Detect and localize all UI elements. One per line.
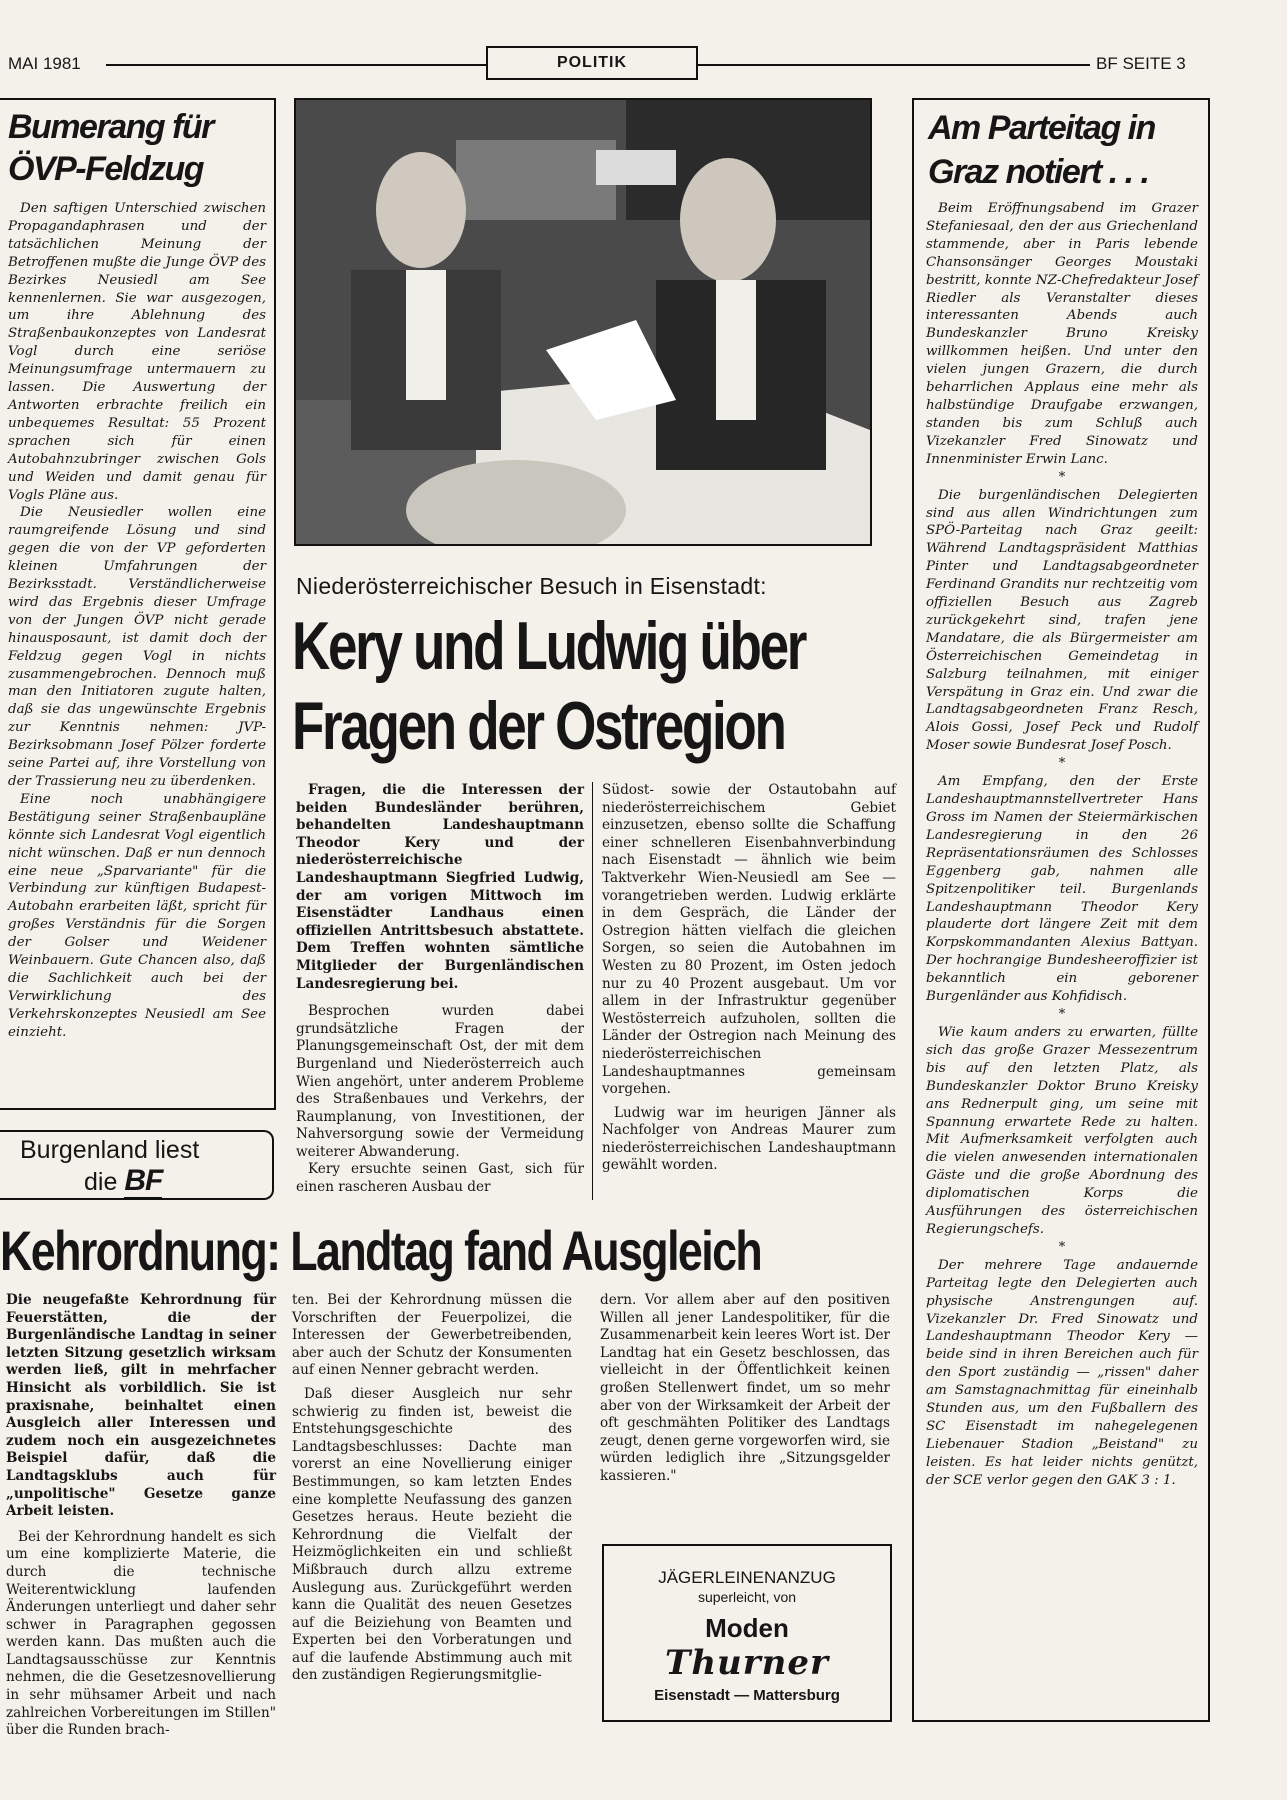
main-kicker: Niederösterreichischer Besuch in Eisenstadt: [296,573,767,599]
bottom-col1 [6,1292,276,1740]
bottom-col2-paragraph: ten. Bei der Kehrordnung müssen die Vorschriften der Feuerpolizei, die Interessen der Gewerbetreibenden, aber auch der Schutz der Konsumenten auf einen Nenner gebracht werden. [292,1292,572,1379]
promo-prefix: die [84,1168,118,1196]
ad-line2: superleicht, von [697,1589,797,1605]
ad-line1: JÄGERLEINENANZUG [658,1568,836,1587]
bottom-lead: Die neugefaßte Kehrordnung für Feuerstätten, die der Burgenländische Landtag in seiner letzten Sitzung gesetzlich wirksam werden ließ, gilt in mehrfacher Hinsicht als vorbildlich. Sie ist praxisnahe, beinhaltet einen Ausgleich aller Interessen und zudem noch ein ausgezeichnetes Beispiel dafür, daß die Landtagsklubs auch für „unpolitische" Gesetze ganze Arbeit leisten. [6,1292,276,1520]
left-paragraph: Den saftigen Unterschied zwischen Propagandaphrasen und der tatsächlichen Meinung der Betroffenen mußte die Junge ÖVP des Bezirkes Neusiedl am See kennenlernen. Sie war ausgezogen, um ihre Ablehnung des Straßenbaukonzeptes von Landesrat Vogl durch eine seriöse Meinungsumfrage untermauern zu lassen. Die Auswertung der Antworten erbrachte freilich ein unbequemes Resultat: 55 Prozent sprachen sich für einen Autobahnzubringer zwischen Gols und Weiden und damit genau für Vogls Pläne aus. [8,201,266,503]
left-paragraph: Eine noch unabhängigere Bestätigung seiner Straßenbaupläne könnte sich Landesrat Vogl eigentlich nicht wünschen. Daß er nun dennoch eine neue „Sparvariante" für die Verbindung zur künftigen Budapest-Autobahn erarbeiten läßt, spricht für großes Verständnis für die Sorgen der Golser und Weidener Weinbauern. Gute Chancen also, daß die Sachlichkeit auch bei der Verwirklichung des Verkehrskonzeptes Neusiedl am See einzieht. [8,791,266,1040]
bottom-col3-paragraph: dern. Vor allem aber auf den positiven Willen all jener Landespolitiker, für die Zusammenarbeit kein leeres Wort ist. Der Landtag hat ein Gesetz beschlossen, das vielleicht in der Öffentlichkeit keinen großen Stellenwert findet, um so mehr aber von der Wirksamkeit der Arbeit der oft geschmähten Politiker des Landtags zeugt, denen gerne vorgeworfen wird, sie würden lediglich ihre „Sitzungsgelder kassieren." [600,1292,890,1484]
bottom-headline: Kehrordnung: Landtag fand Ausgleich [0,1219,762,1282]
main-lead: Fragen, die die Interessen der beiden Bundesländer berühren, behandelten Landeshauptmann Theodor Kery und der niederösterreichische Landeshauptmann Siegfried Ludwig, der am vorigen Mittwoch im Eisenstädter Landhaus einen offiziellen Antrittsbesuch abstattete. Dem Treffen wohnten sämtliche Mitglieder der Burgenländischen Landesregierung bei. [296,782,584,992]
right-article-body [926,200,1198,1490]
header-date: MAI 1981 [8,54,81,73]
photo-illustration [296,100,870,544]
ad-line3: Moden [705,1613,789,1643]
main-headline-line2: Fragen der Ostregion [292,688,785,764]
main-headline-line1: Kery und Ludwig über [292,608,806,684]
left-paragraph: Die Neusiedler wollen eine raumgreifende Lösung und sind gegen die von der VP geforderten kleinen Umfahrungen der Bezirksstadt. Verständlicherweise wird das Ergebnis dieser Umfrage von der Jungen ÖVP nicht gerade hinausposaunt, ist damit doch der Feldzug gegen Vogl in nichts zusammengebrochen. Dennoch muß man den Initiatoren zugute halten, daß sie das ungewünschte Ergebnis zur Kenntnis nehmen: JVP-Bezirksobmann Josef Pölzer forderte seine Partei auf, ihre Vorstellung von der Trassierung neu zu überdenken. [8,505,266,789]
left-article-title [8,106,268,190]
header-rule-left [106,64,486,66]
main-col2-paragraph: Ludwig war im heurigen Jänner als Nachfolger von Andreas Maurer zum niederösterreichischen Landeshauptmann gewählt worden. [602,1104,896,1174]
promo-line2 [84,1166,162,1197]
separator-star: * [1058,756,1066,772]
main-col1-paragraph: Kery ersuchte seinen Gast, sich für einen rascheren Ausbau der [296,1161,584,1196]
promo-box [0,1130,274,1200]
bf-logo: BF [124,1164,163,1197]
right-paragraph: Die burgenländischen Delegierten sind aus allen Windrichtungen zum SPÖ-Parteitag nach Graz geeilt: Während Landtagspräsident Matthias Pinter und Landtagsabgeordneter Ferdinand Grandits nur rechtzeitig vom offiziellen Besuch aus Zagreb zurückgekehrt sind, trafen jene Mandatare, die als Bürgermeister am Österreichischen Gemeindetag in Salzburg teilnahmen, mit einiger Verspätung in Graz ein. Und zwar die Landtagsabgeordneten Franz Resch, Alois Gossi, Josef Peck und Rudolf Moser sowie Bundesrat Josef Posch. [926,487,1198,754]
bottom-col2 [292,1292,572,1685]
left-title-line1: Bumerang für [8,108,213,146]
right-article-title [928,106,1198,194]
main-column-divider [592,782,593,1200]
right-paragraph: Beim Eröffnungsabend im Grazer Stefaniesaal, den der aus Griechenland stammende, aber in Paris lebende Chansonsänger Georges Moustaki bestritt, konnte NZ-Chefredakteur Josef Riedler als Veranstalter dieses interessanten Abends auch Bundeskanzler Bruno Kreisky willkommen heißen. Und unter den vielen jungen Grazern, die durch beharrlichen Applaus eine mehr als halbstündige Draufgabe erzwangen, standen bis zum Schluß auch Vizekanzler Fred Sinowatz und Innenminister Erwin Lanc. [926,201,1198,467]
article-photo [294,98,872,546]
bottom-col3 [600,1292,890,1486]
separator-star: * [1058,1239,1066,1255]
left-article-body [8,200,266,1042]
separator-star: * [1058,469,1066,485]
main-col1 [296,782,584,1197]
right-paragraph: Wie kaum anders zu erwarten, füllte sich das große Grazer Messezentrum bis auf den letzten Platz, als Bundeskanzler Doktor Bruno Kreisky ans Rednerpult ging, um seine mit Spannung erwartete Rede zu halten. Mit Aufmerksamkeit verfolgten auch die vielen anwesenden internationalen Gäste und die große Abordnung des diplomatischen Korps die Ausführungen des österreichischen Regierungschefs. [926,1024,1198,1237]
section-label-text: POLITIK [556,54,628,71]
right-paragraph: Am Empfang, den der Erste Landeshauptmannstellvertreter Hans Gross im Namen der Steiermärkischen Landesregierung in den 26 Repräsentationsräumen des Schlosses Eggenberg gab, nahmen alle Spitzenpolitiker teil. Burgenlands Landeshauptmann Theodor Kery plauderte dort längere Zeit mit dem Korpskommandanten Alexius Battyan. Der hochrangige Bundesheeroffizier ist bekanntlich ein geborener Burgenländer aus Kohfidisch. [926,774,1198,1005]
header-rule-right [698,64,1090,66]
header-page-number: BF SEITE 3 [1096,54,1186,73]
promo-line1: Burgenland liest [20,1136,200,1164]
right-title-line1: Am Parteitag in [928,109,1155,147]
ad-brand: Thurner [665,1643,829,1683]
separator-star: * [1058,1006,1066,1022]
advertisement [602,1544,892,1722]
section-label [486,46,698,80]
ad-line4: Eisenstadt — Mattersburg [654,1687,840,1704]
right-title-line2: Graz notiert . . . [928,153,1149,191]
main-col2-paragraph: Südost- sowie der Ostautobahn auf niederösterreichischem Gebiet einzusetzen, ebenso sollte die Schaffung einer schnelleren Eisenbahnverbindung nach Eisenstadt — ähnlich wie beim Taktverkehr Wien-Neusiedl am See — vorangetrieben werden. Ludwig erklärte in dem Gespräch, die Länder der Ostregion hätten vielfach die gleichen Sorgen, so seien die Autobahnen im Westen zu 80 Prozent, im Osten jedoch nur zu 40 Prozent ausgebaut. Um vor allem in der Infrastruktur gegenüber Westösterreich aufzuholen, sollten die Länder der Ostregion nach Meinung des niederösterreichischen Landeshauptmannes gemeinsam vorgehen. [602,782,896,1098]
main-col1-paragraph: Besprochen wurden dabei grundsätzliche Fragen der Planungsgemeinschaft Ost, der mit dem Burgenland und Niederösterreich auch Wien angehört, unter anderem Probleme des Straßenbaues und Verkehrs, der Raumplanung, von Investitionen, der Nahversorgung sowie der Vermeidung weiterer Abwanderung. [296,1003,584,1160]
bottom-col1-paragraph: Bei der Kehrordnung handelt es sich um eine komplizierte Materie, die durch die technische Weiterentwicklung laufenden Änderungen unterliegt und daher sehr schwer in Paragraphen gegossen werden kann. Das mußten auch die Landtagsausschüsse zur Kenntnis nehmen, die die Gesetzesnovellierung in sehr mühsamer Arbeit und nach zahlreichen Vorbereitungen im Stillen" über die Runden brach- [6,1528,276,1739]
bottom-col2-paragraph: Daß dieser Ausgleich nur sehr schwierig zu finden ist, beweist die Entstehungsgeschichte des Landtagsbeschlusses: Dachte man vorerst an eine Novellierung einiger Bestimmungen, so kam letzten Endes eine komplette Neufassung des ganzen Gesetzes heraus. Heute bezieht die Kehrordnung die Vielfalt der Heizmöglichkeiten ein und schließt Mißbrauch durch allzu extreme Auslegung aus. Zurückgeführt werden kann die Qualität des neuen Gesetzes auf die Beiziehung von Beamten und Experten bei den Vorberatungen und auf die laufende Abstimmung auch mit den zuständigen Regierungsmitglie- [292,1385,572,1684]
left-title-line2: ÖVP-Feldzug [8,150,204,188]
right-paragraph: Der mehrere Tage andauernde Parteitag legte den Delegierten auch physische Anstrengungen auf. Vizekanzler Dr. Fred Sinowatz und Landeshauptmann Theodor Kery — beide sind in ihren Bereichen auch für den Sport zuständig — „rissen" daher am Samstagnachmittag für eineinhalb Stunden aus, um den Fußballern des SC Eisenstadt im nahegelegenen Liebenauer Stadion „Beistand" zu leisten. Es hat leider nichts genützt, der SCE verlor gegen den GAK 3 : 1. [926,1257,1198,1488]
main-col2 [602,782,896,1175]
